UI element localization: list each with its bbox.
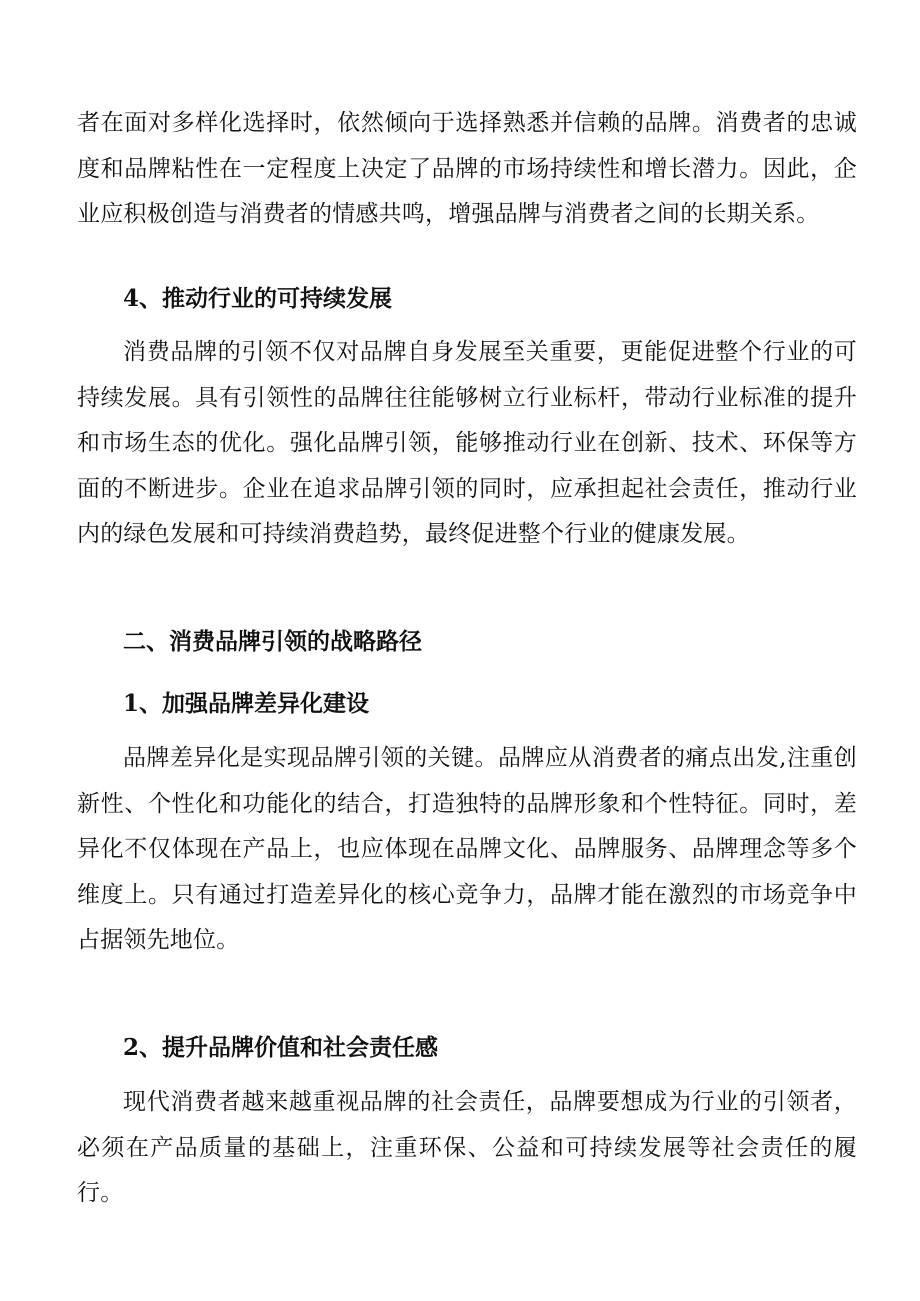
section-heading-strategy: 二、消费品牌引领的战略路径 [123,628,422,655]
paragraph-social-responsibility: 现代消费者越来越重视品牌的社会责任，品牌要想成为行业的引领者，必须在产品质量的基础上，注重环保、公益和可持续发展等社会责任的履行。 [77,1089,857,1207]
paragraph-differentiation: 品牌差异化是实现品牌引领的关键。品牌应从消费者的痛点出发,注重创新性、个性化和功能化的结合，打造独特的品牌形象和个性特征。同时，差异化不仅体现在产品上，也应体现在品牌文化、品牌服务、品牌理念等多个维度上。只有通过打造差异化的核心竞争力，品牌才能在激烈的市场竞争中占据领先地位。 [77,745,857,954]
paragraph-brand-loyalty: 者在面对多样化选择时，依然倾向于选择熟悉并信赖的品牌。消费者的忠诚度和品牌粘性在一定程度上决定了品牌的市场持续性和增长潜力。因此，企业应积极创造与消费者的情感共鸣，增强品牌与消费者之间的长期关系。 [77,110,857,228]
heading-item-2: 2、提升品牌价值和社会责任感 [123,1034,439,1061]
heading-item-1: 1、加强品牌差异化建设 [123,690,370,717]
paragraph-industry-sustainability: 消费品牌的引领不仅对品牌自身发展至关重要，更能促进整个行业的可持续发展。具有引领性的品牌往往能够树立行业标杆，带动行业标准的提升和市场生态的优化。强化品牌引领，能够推动行业在创新、技术、环保等方面的不断进步。企业在追求品牌引领的同时，应承担起社会责任，推动行业内的绿色发展和可持续消费趋势，最终促进整个行业的健康发展。 [77,339,857,548]
heading-item-4: 4、推动行业的可持续发展 [123,285,393,312]
